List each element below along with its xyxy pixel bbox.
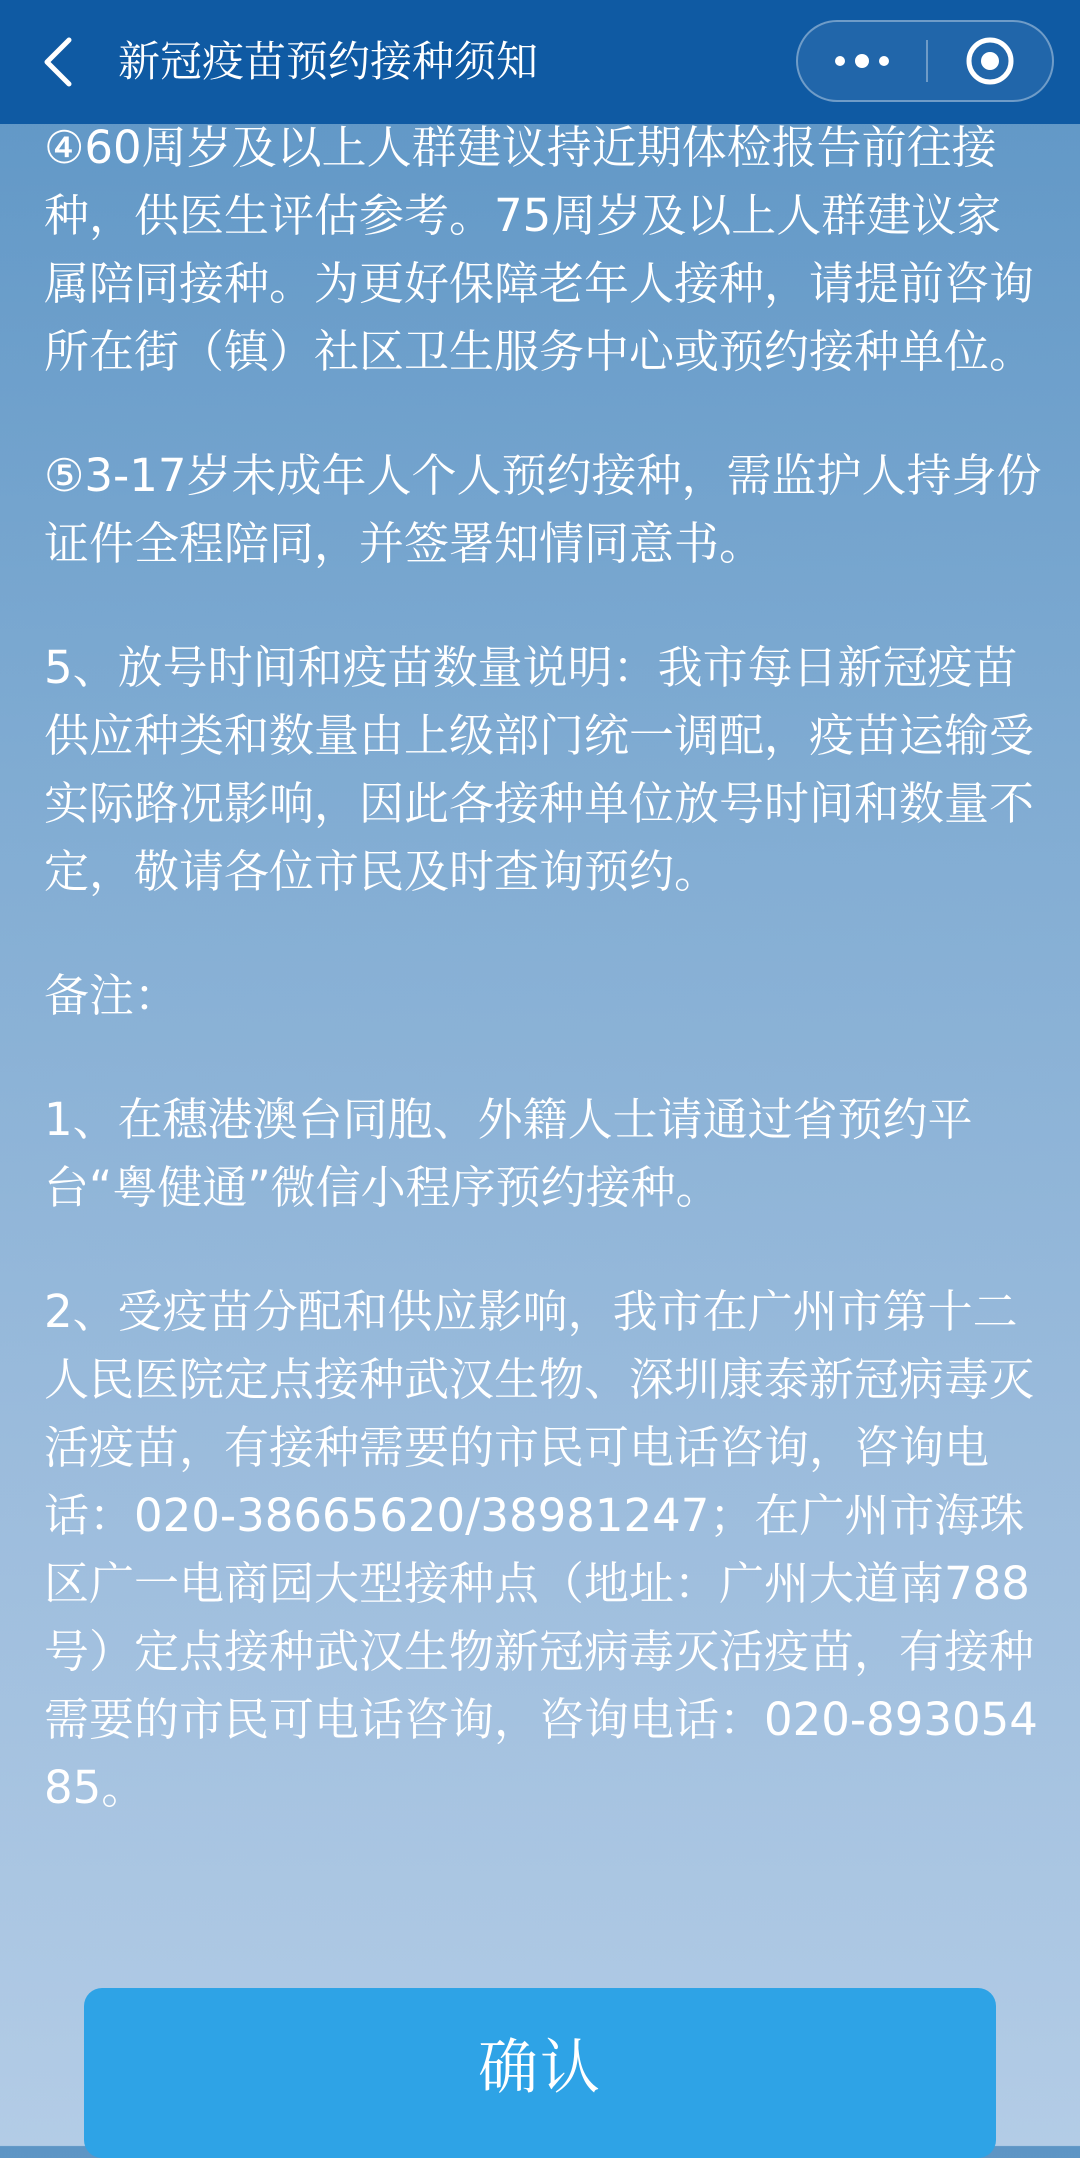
- notes-heading: 备注：: [44, 969, 180, 1022]
- page-title: 新冠疫苗预约接种须知: [118, 37, 539, 86]
- notice-paragraph: ⑤3-17岁未成年人个人预约接种，需监护人持身份证件全程陪同，并签署知情同意书。: [44, 449, 1042, 570]
- more-button[interactable]: [798, 22, 926, 100]
- close-target-icon: [964, 35, 1016, 87]
- notice-content: [44, 114, 1044, 1878]
- navigation-bar: [0, 0, 1080, 124]
- back-button[interactable]: [28, 26, 88, 98]
- mini-program-capsule: [796, 20, 1054, 102]
- chevron-left-icon: [41, 36, 75, 88]
- notice-paragraph: 2、受疫苗分配和供应影响，我市在广州市第十二人民医院定点接种武汉生物、深圳康泰新冠病毒灭活疫苗，有接种需要的市民可电话咨询，咨询电话：020-38665620/38981247；在广州市海珠区广一电商园大型接种点（地址：广州大道南788号）定点接种武汉生物新冠病毒灭活疫苗，有接种需要的市民可电话咨询，咨询电话：020-89305485。: [44, 1285, 1038, 1814]
- notice-paragraph: 1、在穗港澳台同胞、外籍人士请通过省预约平台“粤健通”微信小程序预约接种。: [44, 1093, 973, 1214]
- notice-paragraph: 5、放号时间和疫苗数量说明：我市每日新冠疫苗供应种类和数量由上级部门统一调配，疫苗运输受实际路况影响，因此各接种单位放号时间和数量不定，敬请各位市民及时查询预约。: [44, 641, 1035, 898]
- more-dots-icon: [832, 51, 892, 71]
- notice-paragraph: ④60周岁及以上人群建议持近期体检报告前往接种，供医生评估参考。75周岁及以上人群建议家属陪同接种。为更好保障老年人接种，请提前咨询所在街（镇）社区卫生服务中心或预约接种单位。: [44, 121, 1035, 378]
- confirm-button[interactable]: 确认: [84, 1988, 996, 2158]
- close-button[interactable]: [928, 22, 1052, 100]
